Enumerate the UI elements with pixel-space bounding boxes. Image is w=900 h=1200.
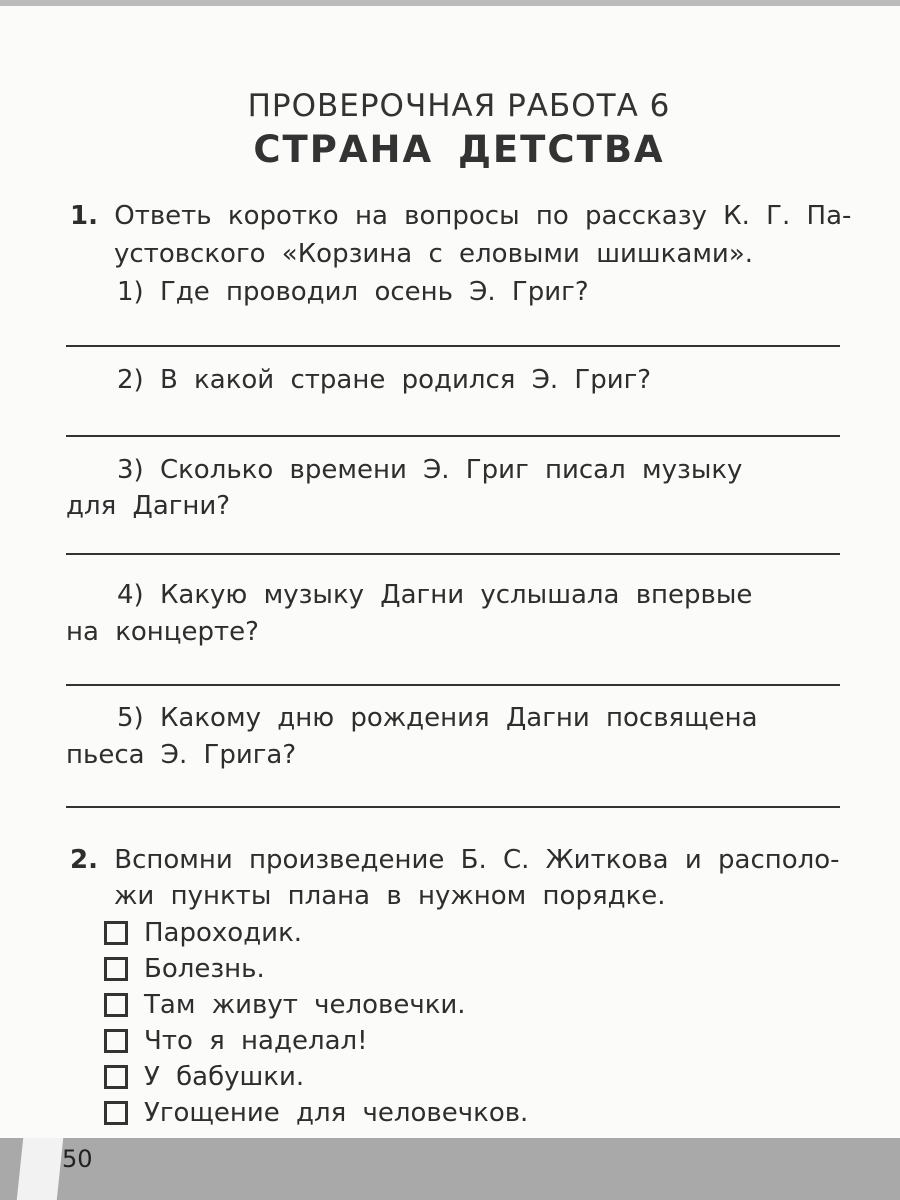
plan-item[interactable] [104,1098,528,1128]
task1-text-line1: Ответь коротко на вопросы по рассказу К. Г. Па- [114,201,852,231]
scan-bottom-margin [0,1138,900,1200]
checkbox-icon[interactable] [104,921,128,945]
scan-top-edge [0,0,900,6]
plan-item[interactable] [104,1026,368,1056]
plan-item-label: Там живут человечки. [144,990,466,1020]
plan-item-label: У бабушки. [144,1062,305,1092]
checkbox-icon[interactable] [104,993,128,1017]
task1-heading [70,198,851,234]
plan-item[interactable] [104,990,466,1020]
question-5-line1: 5) Какому дню рождения Дагни посвящена [117,703,758,733]
plan-item[interactable] [104,954,265,984]
question-4-line2: на концерте? [66,617,259,647]
page-number-strip [17,1138,64,1200]
worksheet-subtitle: ПРОВЕРОЧНАЯ РАБОТА 6 [247,88,671,124]
answer-line-5[interactable] [66,806,840,808]
plan-item-label: Болезнь. [144,954,265,984]
plan-item-label: Что я наделал! [144,1026,368,1056]
task2-heading [70,842,840,878]
answer-line-4[interactable] [66,684,840,686]
plan-item-label: Пароходик. [144,918,303,948]
question-4-line1: 4) Какую музыку Дагни услышала впервые [117,580,753,610]
question-2: 2) В какой стране родился Э. Григ? [117,365,652,395]
task2-text-line2: жи пункты плана в нужном порядке. [114,881,666,911]
plan-item[interactable] [104,918,302,948]
task2-text-line1: Вспомни произведение Б. С. Житкова и располо- [114,845,840,875]
answer-line-3[interactable] [66,553,840,555]
checkbox-icon[interactable] [104,957,128,981]
question-3-line2: для Дагни? [66,491,231,521]
checkbox-icon[interactable] [104,1101,128,1125]
answer-line-1[interactable] [66,345,840,347]
checkbox-icon[interactable] [104,1029,128,1053]
task2-number: 2. [70,845,98,875]
question-5-line2: пьеса Э. Грига? [66,740,297,770]
task1-text-line2: устовского «Корзина с еловыми шишками». [114,239,754,269]
plan-item-label: Угощение для человечков. [144,1098,529,1128]
worksheet-title: СТРАНА ДЕТСТВА [253,128,665,171]
task1-number: 1. [70,201,98,231]
checkbox-icon[interactable] [104,1065,128,1089]
question-3-line1: 3) Сколько времени Э. Григ писал музыку [117,455,743,485]
question-1: 1) Где проводил осень Э. Григ? [117,277,589,307]
page-number: 50 [62,1145,93,1173]
plan-item[interactable] [104,1062,304,1092]
answer-line-2[interactable] [66,435,840,437]
